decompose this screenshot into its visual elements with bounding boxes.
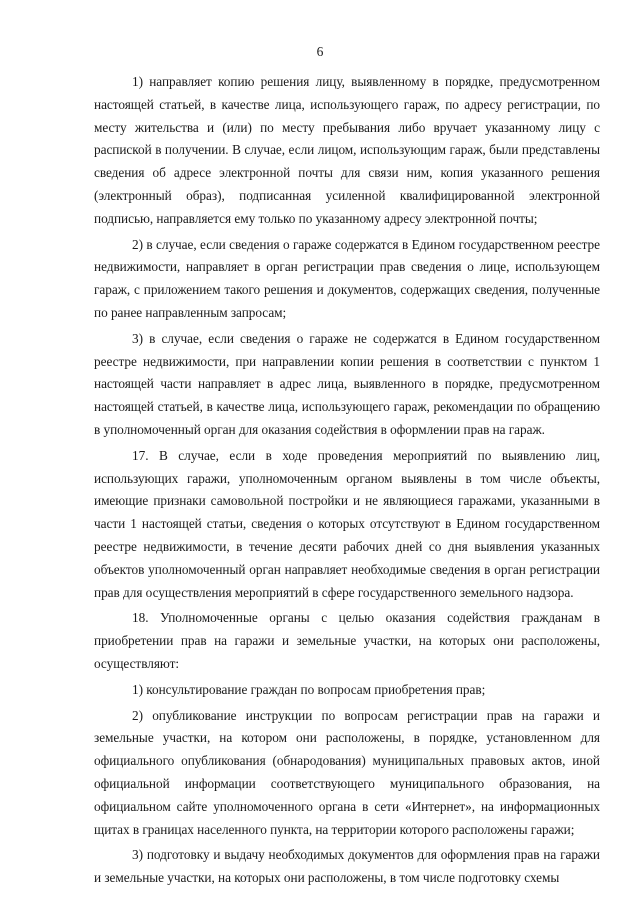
- paragraph-17-unauthorized-buildings: 17. В случае, если в ходе проведения мероприятий по выявлению лиц, использующих гаражи, уполномоченным органом выявлены в том числе объекты, имеющие признаки самовольной постройки и не являющиеся гаражами, указанными в части 1 настоящей статьи, сведения о которых отсутствуют в Едином государственном реестре недвижимости, в течение десяти рабочих дней со дня выявления указанных объектов уполномоченный орган направляет необходимые сведения в орган регистрации прав для осуществления мероприятий в сфере государственного земельного надзора.: [94, 447, 600, 600]
- paragraph-1-copy-of-decision: 1) направляет копию решения лицу, выявленному в порядке, предусмотренном настоящей статьей, в качестве лица, использующего гараж, по адресу регистрации, по месту жительства и (или) по месту пребывания либо вручает указанному лицу с распиской в получении. В случае, если лицом, использующим гараж, были представлены сведения об адресе электронной почты для связи ним, копия указанного решения (электронный образ), подписанная усиленной квалифицированной электронной подписью, направляется ему только по указанному адресу электронной почты;: [94, 74, 600, 226]
- list-item-consulting: 1) консультирование граждан по вопросам приобретения прав;: [132, 681, 486, 697]
- document-body: [94, 71, 600, 893]
- list-item-publishing-instructions: 2) опубликование инструкции по вопросам регистрации прав на гаражи и земельные участки, на котором они расположены, в порядке, установленном для официального опубликования (обнародования) муниципальных правовых актов, иной официальной информации соответствующего муниципального образования, на официальном сайте уполномоченного органа в сети «Интернет», на информационных щитах в границах населенного пункта, на территории которого расположены гаражи;: [94, 707, 600, 837]
- paragraph-2-registry-info: 2) в случае, если сведения о гараже содержатся в Едином государственном реестре недвижимости, направляет в орган регистрации прав сведения о лице, использующем гараж, с приложением такого решения и документов, содержащих сведения, полученные по ранее направленным запросам;: [94, 236, 600, 320]
- paragraph-3-no-registry-info: 3) в случае, если сведения о гараже не содержатся в Едином государственном реестре недвижимости, при направлении копии решения в соответствии с пунктом 1 настоящей части направляет в адрес лица, выявленного в порядке, предусмотренном настоящей статьей, в качестве лица, использующего гараж, рекомендации по обращению в уполномоченный орган для оказания содействия в оформлении прав на гараж.: [94, 330, 600, 437]
- list-item-document-preparation: 3) подготовку и выдачу необходимых документов для оформления прав на гаражи и земельные участки, на которых они расположены, в том числе подготовку схемы: [94, 847, 600, 886]
- paragraph-18-assistance: 18. Уполномоченные органы с целью оказания содействия гражданам в приобретении прав на гаражи и земельные участки, на которых они расположены, осуществляют:: [94, 610, 600, 671]
- page-number: 6: [316, 44, 324, 59]
